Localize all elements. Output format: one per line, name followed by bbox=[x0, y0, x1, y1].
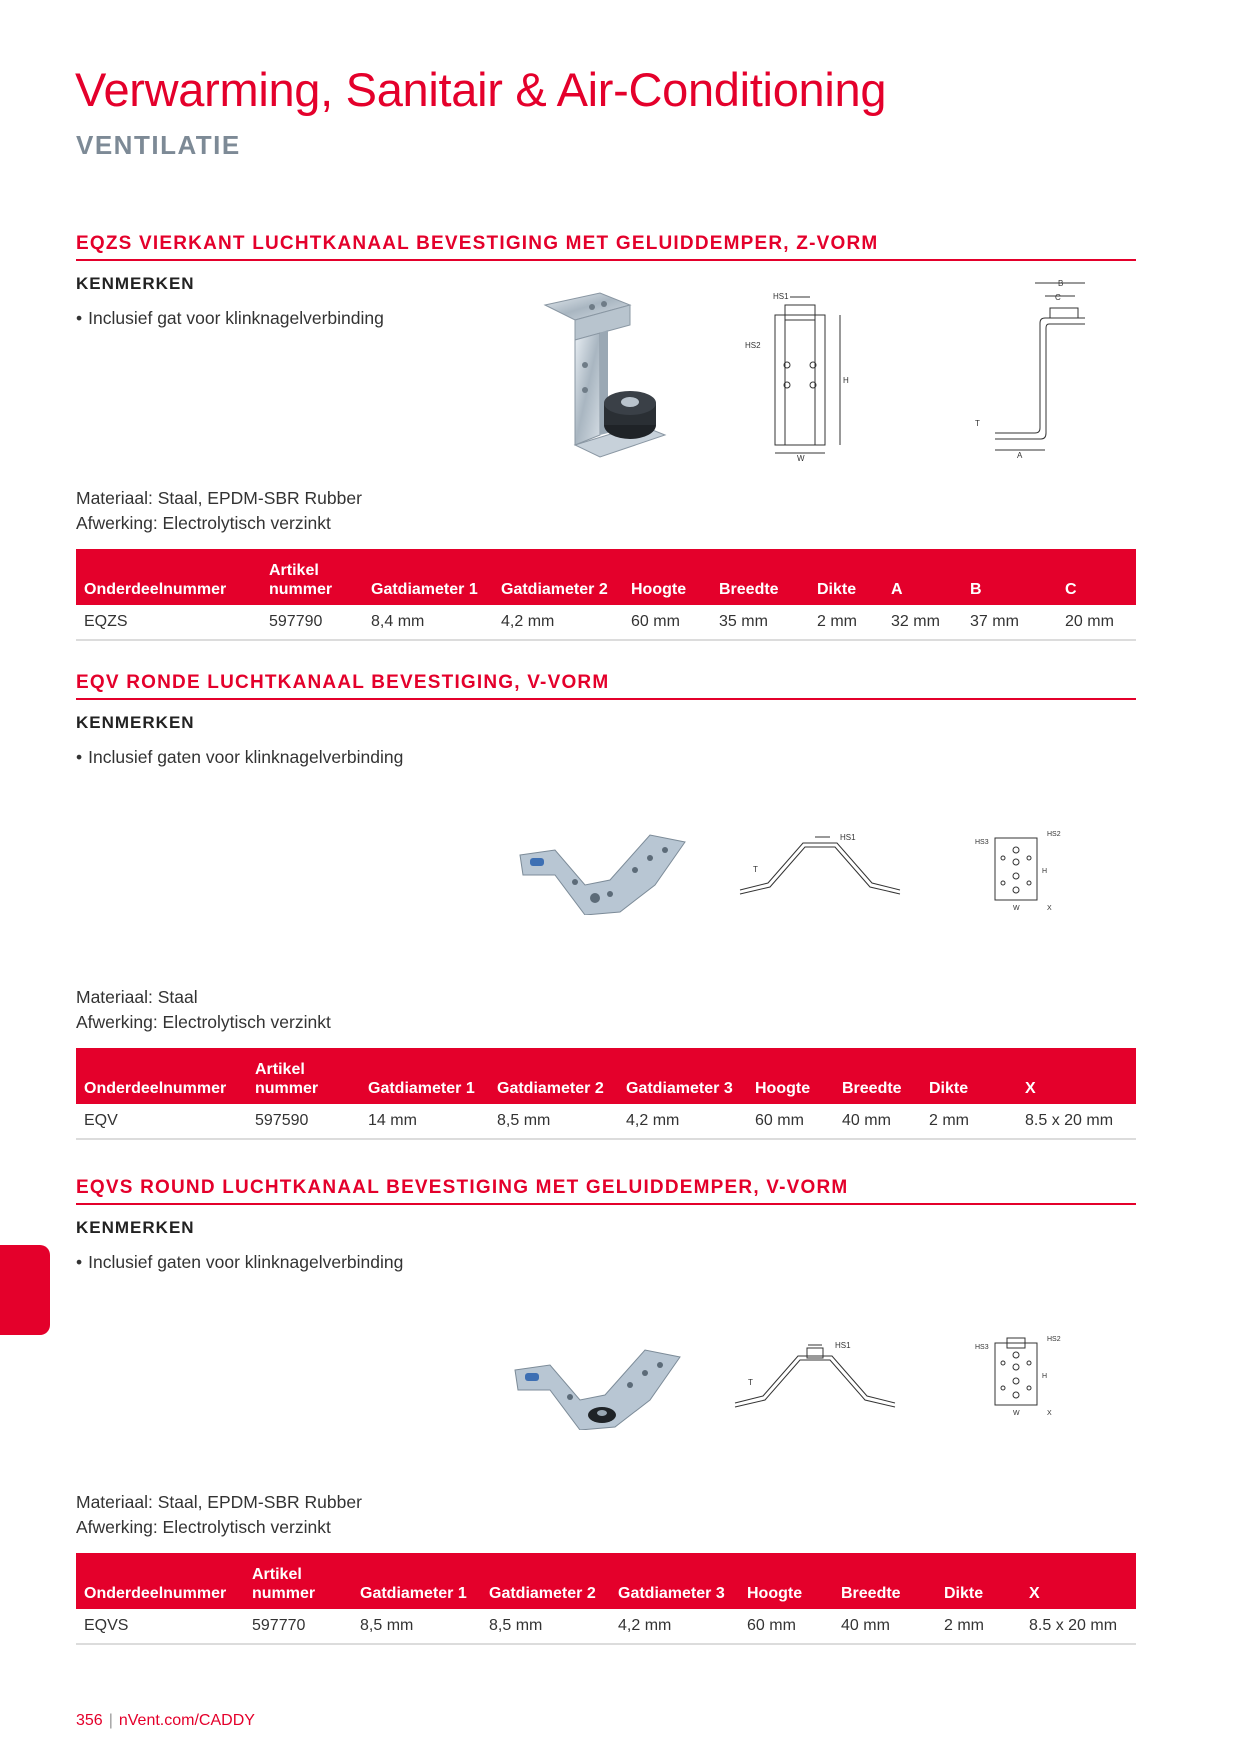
col-header: B bbox=[962, 549, 1057, 605]
col-header: A bbox=[883, 549, 962, 605]
finish-text: Afwerking: Electrolytisch verzinkt bbox=[76, 513, 331, 533]
col-header: Artikel nummer bbox=[247, 1048, 360, 1104]
spec-table-eqv bbox=[76, 1048, 1136, 1140]
table-cell: 8,5 mm bbox=[481, 1609, 610, 1644]
dim-label-hs1: HS1 bbox=[840, 833, 856, 842]
col-header: Gatdiameter 2 bbox=[481, 1553, 610, 1609]
eqvs-product-photo bbox=[510, 1345, 685, 1430]
page-footer bbox=[76, 1712, 255, 1730]
col-header: Gatdiameter 1 bbox=[363, 549, 493, 605]
col-header: Gatdiameter 2 bbox=[493, 549, 623, 605]
table-cell: 60 mm bbox=[623, 605, 711, 640]
page-number: 356 bbox=[76, 1712, 103, 1729]
dim-label-hs2: HS2 bbox=[1047, 1336, 1061, 1343]
table-cell: 8.5 x 20 mm bbox=[1021, 1609, 1136, 1644]
col-header: Breedte bbox=[834, 1048, 921, 1104]
table-cell: 597770 bbox=[244, 1609, 352, 1644]
col-header: Dikte bbox=[936, 1553, 1021, 1609]
chapter-side-tab bbox=[0, 1245, 50, 1335]
table-cell: 8,5 mm bbox=[489, 1104, 618, 1139]
col-header: Onderdeelnummer bbox=[76, 1553, 244, 1609]
finish-text: Afwerking: Electrolytisch verzinkt bbox=[76, 1012, 331, 1032]
finish-text: Afwerking: Electrolytisch verzinkt bbox=[76, 1517, 331, 1537]
spec-table-eqvs bbox=[76, 1553, 1136, 1645]
table-cell: 40 mm bbox=[833, 1609, 936, 1644]
material-text: Materiaal: Staal, EPDM-SBR Rubber bbox=[76, 1492, 362, 1512]
table-cell: 20 mm bbox=[1057, 605, 1136, 640]
col-header: Breedte bbox=[833, 1553, 936, 1609]
table-cell: 2 mm bbox=[809, 605, 883, 640]
table-cell: 597790 bbox=[261, 605, 363, 640]
table-cell: 8,4 mm bbox=[363, 605, 493, 640]
dim-label-t: T bbox=[975, 419, 980, 428]
material-text: Materiaal: Staal, EPDM-SBR Rubber bbox=[76, 488, 362, 508]
table-cell: 60 mm bbox=[747, 1104, 834, 1139]
eqvs-profile-drawing bbox=[730, 1340, 905, 1415]
dim-label-x: X bbox=[1047, 905, 1052, 912]
spec-table-eqzs bbox=[76, 549, 1136, 641]
dim-label-hs2: HS2 bbox=[1047, 831, 1061, 838]
dim-label-w: W bbox=[1013, 905, 1020, 912]
table-cell: 597590 bbox=[247, 1104, 360, 1139]
col-header: Dikte bbox=[809, 549, 883, 605]
features-label: KENMERKEN bbox=[76, 1218, 195, 1237]
dim-label-c: C bbox=[1055, 293, 1061, 302]
col-header: Onderdeelnummer bbox=[76, 1048, 247, 1104]
table-cell: 14 mm bbox=[360, 1104, 489, 1139]
dim-label-h: H bbox=[1042, 1373, 1048, 1380]
col-header: Gatdiameter 2 bbox=[489, 1048, 618, 1104]
dim-label-hs3: HS3 bbox=[975, 839, 989, 846]
feature-bullet: • Inclusief gaten voor klinknagelverbinding bbox=[76, 747, 404, 767]
table-cell: 40 mm bbox=[834, 1104, 921, 1139]
col-header: Onderdeelnummer bbox=[76, 549, 261, 605]
table-cell: 4,2 mm bbox=[610, 1609, 739, 1644]
eqvs-top-drawing bbox=[975, 1333, 1065, 1418]
col-header: Artikel nummer bbox=[244, 1553, 352, 1609]
col-header: Gatdiameter 1 bbox=[360, 1048, 489, 1104]
table-cell: 4,2 mm bbox=[618, 1104, 747, 1139]
eqzs-side-drawing bbox=[965, 278, 1105, 468]
col-header: Gatdiameter 3 bbox=[618, 1048, 747, 1104]
table-header-row bbox=[76, 1048, 1136, 1104]
table-cell: 60 mm bbox=[739, 1609, 833, 1644]
dim-label-a: A bbox=[1017, 451, 1023, 460]
eqzs-front-drawing bbox=[745, 285, 865, 465]
col-header: Hoogte bbox=[747, 1048, 834, 1104]
feature-bullet: • Inclusief gaten voor klinknagelverbinding bbox=[76, 1252, 404, 1272]
col-header: Gatdiameter 3 bbox=[610, 1553, 739, 1609]
dim-label-t: T bbox=[753, 865, 758, 874]
dim-label-hs3: HS3 bbox=[975, 1344, 989, 1351]
table-cell: 4,2 mm bbox=[493, 605, 623, 640]
dim-label-b: B bbox=[1058, 279, 1064, 288]
page-title: Verwarming, Sanitair & Air-Conditioning bbox=[75, 63, 887, 116]
section-heading-eqv: EQV RONDE LUCHTKANAAL BEVESTIGING, V-VORM bbox=[76, 672, 1136, 700]
footer-separator: | bbox=[108, 1712, 113, 1729]
col-header: Hoogte bbox=[739, 1553, 833, 1609]
footer-link[interactable]: nVent.com/CADDY bbox=[118, 1712, 255, 1729]
table-cell: EQZS bbox=[76, 605, 261, 640]
col-header: Hoogte bbox=[623, 549, 711, 605]
table-cell: EQVS bbox=[76, 1609, 244, 1644]
eqv-top-drawing bbox=[975, 828, 1065, 913]
eqv-profile-drawing bbox=[735, 832, 910, 902]
material-info bbox=[76, 1490, 362, 1540]
col-header: Breedte bbox=[711, 549, 809, 605]
table-row bbox=[76, 1609, 1136, 1644]
material-info bbox=[76, 985, 331, 1035]
material-info bbox=[76, 486, 362, 536]
dim-label-h: H bbox=[1042, 868, 1048, 875]
dim-label-h: H bbox=[843, 376, 849, 385]
material-text: Materiaal: Staal bbox=[76, 987, 198, 1007]
section-heading-eqzs: EQZS VIERKANT LUCHTKANAAL BEVESTIGING MET GELUIDDEMPER, Z-VORM bbox=[76, 233, 1136, 261]
dim-label-w: W bbox=[797, 454, 805, 463]
dim-label-hs2: HS2 bbox=[745, 341, 761, 350]
features-label: KENMERKEN bbox=[76, 713, 195, 732]
table-cell: 37 mm bbox=[962, 605, 1057, 640]
dim-label-w: W bbox=[1013, 1410, 1020, 1417]
col-header: X bbox=[1017, 1048, 1136, 1104]
table-header-row bbox=[76, 1553, 1136, 1609]
col-header: X bbox=[1021, 1553, 1136, 1609]
col-header: C bbox=[1057, 549, 1136, 605]
eqzs-product-photo bbox=[530, 285, 675, 465]
col-header: Artikel nummer bbox=[261, 549, 363, 605]
col-header: Dikte bbox=[921, 1048, 1017, 1104]
table-header-row bbox=[76, 549, 1136, 605]
dim-label-t: T bbox=[748, 1378, 753, 1387]
page-subtitle: VENTILATIE bbox=[76, 130, 241, 160]
dim-label-hs1: HS1 bbox=[835, 1341, 851, 1350]
table-cell: 2 mm bbox=[921, 1104, 1017, 1139]
section-heading-eqvs: EQVS ROUND LUCHTKANAAL BEVESTIGING MET GELUIDDEMPER, V-VORM bbox=[76, 1177, 1136, 1205]
table-cell: 8,5 mm bbox=[352, 1609, 481, 1644]
features-label: KENMERKEN bbox=[76, 274, 195, 293]
table-cell: 35 mm bbox=[711, 605, 809, 640]
table-cell: EQV bbox=[76, 1104, 247, 1139]
feature-bullet: • Inclusief gat voor klinknagelverbinding bbox=[76, 308, 384, 328]
table-row bbox=[76, 605, 1136, 640]
table-cell: 2 mm bbox=[936, 1609, 1021, 1644]
table-cell: 32 mm bbox=[883, 605, 962, 640]
table-cell: 8.5 x 20 mm bbox=[1017, 1104, 1136, 1139]
dim-label-hs1: HS1 bbox=[773, 292, 789, 301]
table-row bbox=[76, 1104, 1136, 1139]
col-header: Gatdiameter 1 bbox=[352, 1553, 481, 1609]
dim-label-x: X bbox=[1047, 1410, 1052, 1417]
eqv-product-photo bbox=[515, 830, 690, 915]
